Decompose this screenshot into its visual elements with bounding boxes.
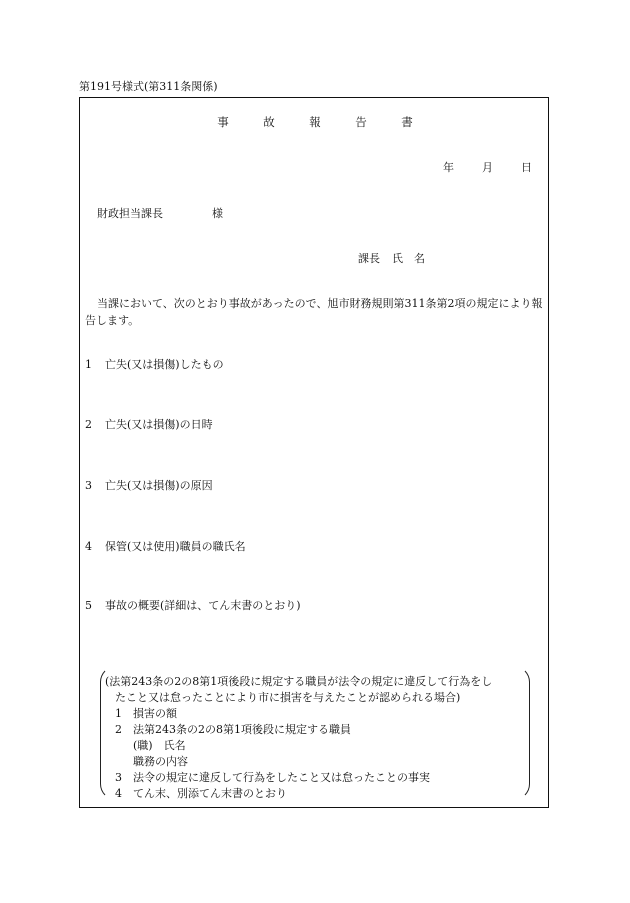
item-datetime: [85, 419, 213, 430]
note-line: (職) 氏名: [133, 739, 186, 752]
title-char: 事: [217, 115, 229, 129]
chief-row: [358, 253, 437, 264]
item-number: 1: [85, 358, 92, 371]
item-number: 4: [85, 540, 92, 553]
note-line: 4 てん末、別添てん末書のとおり: [115, 787, 287, 800]
chief-name-label: 氏 名: [392, 252, 425, 265]
note-box: [100, 666, 530, 800]
note-line: 3 法令の規定に違反して行為をしたこと又は怠ったことの事実: [115, 771, 430, 784]
item-text: 亡失(又は損傷)の日時: [105, 418, 213, 431]
title-char: 故: [263, 115, 275, 129]
date-day: 日: [521, 161, 532, 174]
addressee-honorific: 様: [212, 207, 223, 220]
item-number: 3: [85, 479, 92, 492]
body-text: 当課において、次のとおり事故があったので、旭市財務規則第311条第2項の規定により報告します。: [85, 297, 543, 327]
note-line: 2 法第243条の2の8第1項後段に規定する職員: [115, 723, 351, 736]
title-char: 告: [355, 115, 367, 129]
item-number: 5: [85, 599, 92, 612]
report-title: [0, 117, 630, 129]
date-year: 年: [443, 161, 454, 174]
item-text: 亡失(又は損傷)の原因: [105, 479, 213, 492]
note-line: 職務の内容: [133, 755, 188, 768]
addressee-label: 財政担当課長: [97, 207, 163, 220]
item-summary: [85, 600, 301, 611]
date-row: [415, 162, 532, 173]
item-number: 2: [85, 418, 92, 431]
item-text: 亡失(又は損傷)したもの: [105, 358, 224, 371]
chief-title: 課長: [358, 252, 380, 265]
item-text: 事故の概要(詳細は、てん末書のとおり): [105, 599, 301, 612]
item-lost-object: [85, 359, 224, 370]
form-code: 第191号様式(第311条関係): [79, 80, 218, 93]
item-staff: [85, 541, 246, 552]
item-text: 保管(又は使用)職員の職氏名: [105, 540, 246, 553]
note-line: 1 損害の額: [115, 707, 177, 720]
date-month: 月: [482, 161, 493, 174]
item-cause: [85, 480, 213, 491]
title-char: 書: [401, 115, 413, 129]
note-line: (法第243条の2の8第1項後段に規定する職員が法令の規定に違反して行為をし: [105, 675, 493, 688]
note-line: たこと又は怠ったことにより市に損害を与えたことが認められる場合): [115, 691, 461, 704]
title-char: 報: [309, 115, 321, 129]
